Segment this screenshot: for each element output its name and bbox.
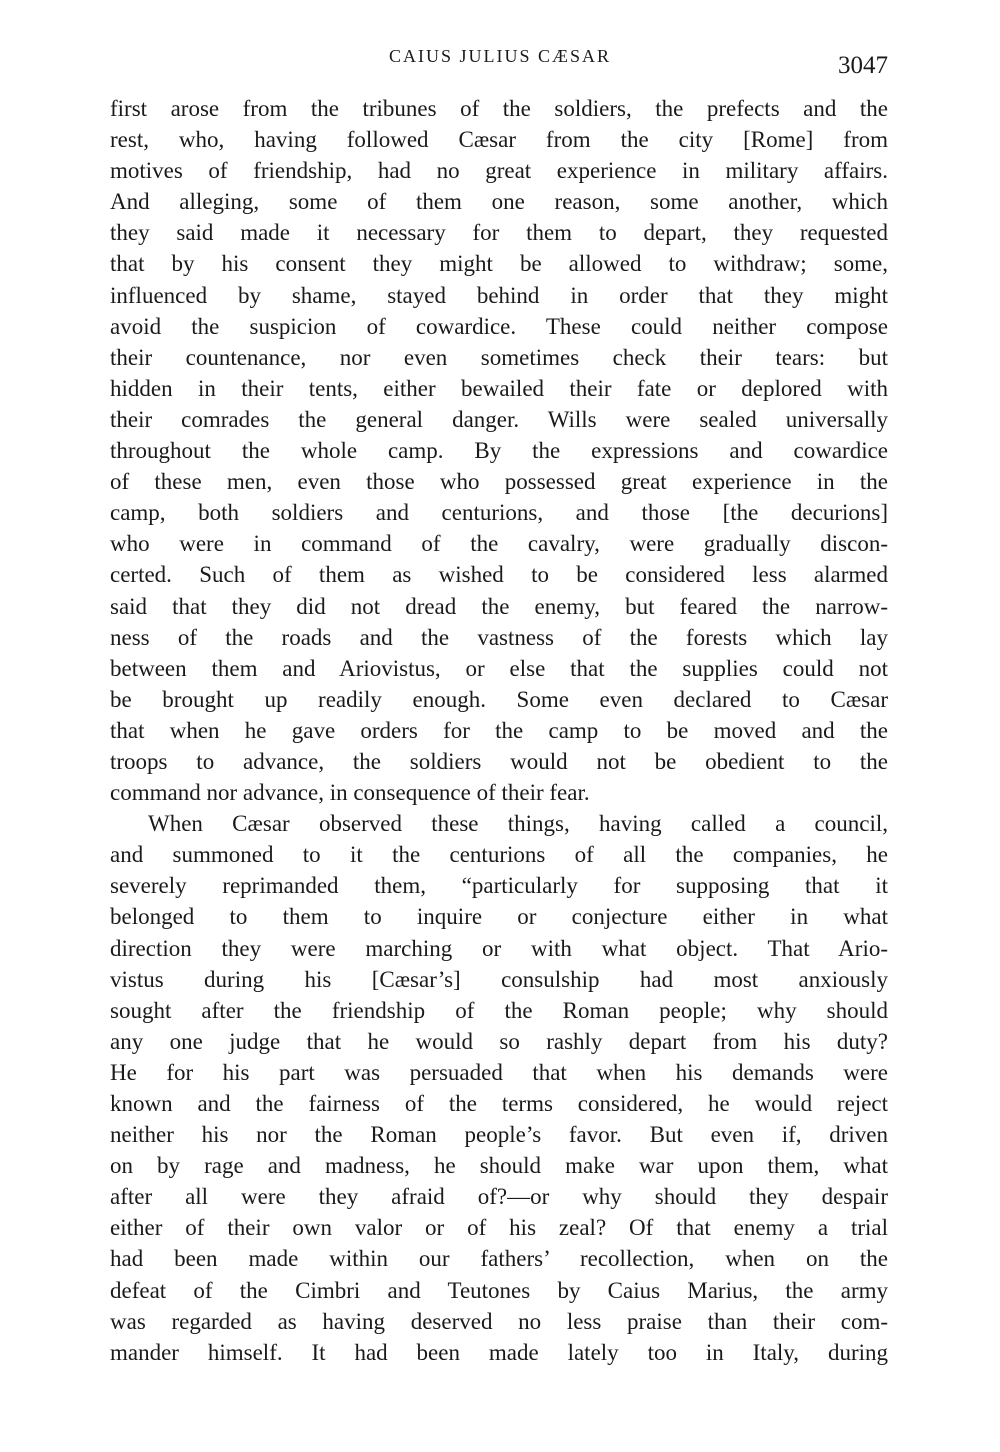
text-line: their comrades the general danger. Wills were sealed universally: [110, 406, 888, 432]
text-line: that by his consent they might be allowed to withdraw; some,: [110, 251, 888, 277]
text-line: after all were they afraid of?—or why should they despair: [110, 1184, 888, 1210]
text-line: camp, both soldiers and centurions, and those [the decurions]: [110, 500, 888, 526]
text-line: certed. Such of them as wished to be considered less alarmed: [110, 562, 888, 588]
running-head-title: CAIUS JULIUS CÆSAR: [388, 46, 612, 66]
text-line: throughout the whole camp. By the expressions and cowardice: [110, 438, 888, 464]
text-line: they said made it necessary for them to depart, they requested: [110, 220, 888, 246]
text-line: known and the fairness of the terms considered, he would reject: [110, 1091, 888, 1116]
paragraph-end-line: command nor advance, in consequence of their fear.: [110, 780, 590, 806]
text-line: who were in command of the cavalry, were gradually discon-: [110, 531, 888, 557]
text-line: be brought up readily enough. Some even declared to Cæsar: [110, 686, 888, 712]
text-line: said that they did not dread the enemy, but feared the narrow-: [110, 593, 888, 619]
text-line: He for his part was persuaded that when his demands were: [110, 1059, 888, 1085]
text-line: hidden in their tents, either bewailed their fate or deplored with: [110, 375, 888, 401]
text-line: on by rage and madness, he should make war upon them, what: [110, 1153, 888, 1179]
text-line: And alleging, some of them one reason, some another, which: [110, 189, 888, 215]
text-line: rest, who, having followed Cæsar from the city [Rome] from: [110, 127, 888, 153]
body-text: [110, 93, 888, 1368]
text-line: had been made within our fathers’ recollection, when on the: [110, 1246, 888, 1272]
text-line: troops to advance, the soldiers would not be obedient to the: [110, 748, 888, 774]
page-number: 3047: [838, 52, 888, 79]
text-line: belonged to them to inquire or conjecture either in what: [110, 904, 888, 930]
text-line: and summoned to it the centurions of all the companies, he: [110, 842, 888, 868]
text-line: that when he gave orders for the camp to be moved and the: [110, 717, 888, 743]
text-line: defeat of the Cimbri and Teutones by Caius Marius, the army: [110, 1277, 888, 1303]
text-line: was regarded as having deserved no less praise than their com-: [110, 1308, 888, 1334]
text-line: vistus during his [Cæsar’s] consulship had most anxiously: [110, 966, 888, 992]
text-line: either of their own valor or of his zeal? Of that enemy a trial: [110, 1215, 888, 1241]
text-line: influenced by shame, stayed behind in order that they might: [110, 282, 888, 308]
text-line: ness of the roads and the vastness of the forests which lay: [110, 624, 888, 650]
text-line: neither his nor the Roman people’s favor. But even if, driven: [110, 1122, 888, 1148]
text-line: any one judge that he would so rashly depart from his duty?: [110, 1028, 888, 1054]
text-line: avoid the suspicion of cowardice. These could neither compose: [110, 313, 888, 339]
text-line: direction they were marching or with what object. That Ario-: [110, 935, 888, 961]
text-line: motives of friendship, had no great experience in military affairs.: [110, 158, 888, 184]
text-line: severely reprimanded them, “particularly for supposing that it: [110, 873, 888, 899]
paragraph-start-line: When Cæsar observed these things, having called a council,: [148, 811, 888, 837]
text-line: mander himself. It had been made lately too in Italy, during: [110, 1339, 888, 1365]
text-line: of these men, even those who possessed great experience in the: [110, 469, 888, 495]
text-line: between them and Ariovistus, or else that the supplies could not: [110, 655, 888, 681]
text-line: sought after the friendship of the Roman people; why should: [110, 997, 888, 1023]
text-line: first arose from the tribunes of the soldiers, the prefects and the: [110, 96, 888, 121]
text-line: their countenance, nor even sometimes check their tears: but: [110, 344, 888, 370]
